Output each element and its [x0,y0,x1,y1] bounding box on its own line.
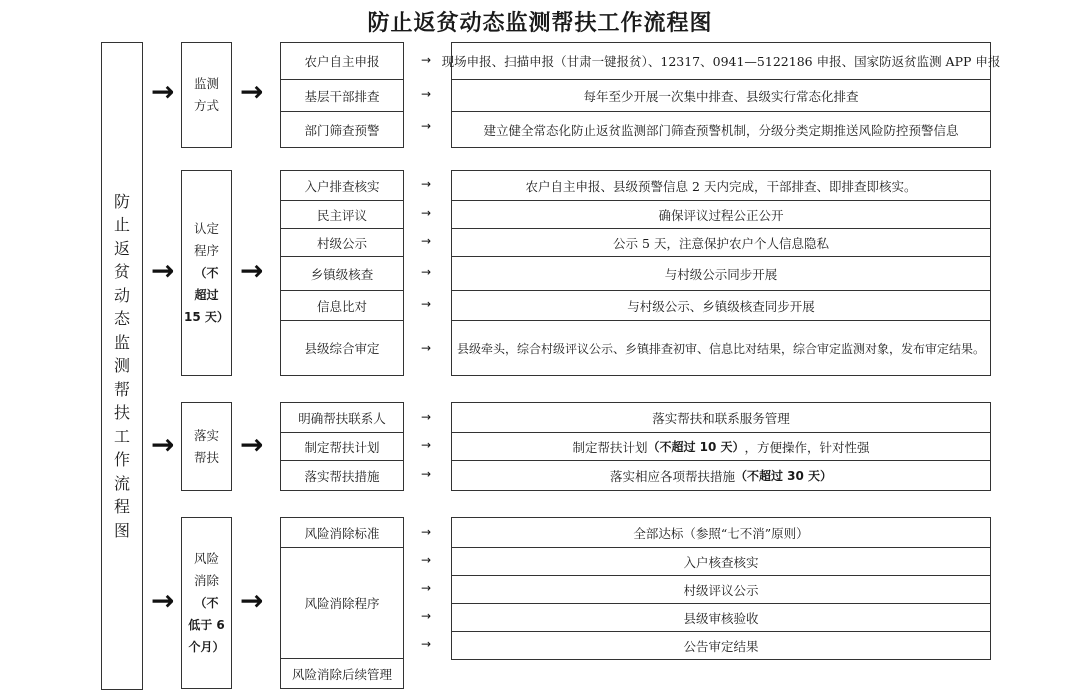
vertical-title [102,43,142,689]
step-cell: 部门筛查预警 [304,122,380,138]
step-cell: 信息比对 [281,291,403,321]
step-arrow: → [421,206,432,220]
steps-box-monitor [280,42,404,148]
step-cell: 制定帮扶计划 [281,433,403,461]
steps-box-assist [280,402,404,491]
category-line: 落实 [193,427,219,443]
step-arrow: → [421,637,432,651]
category-line: 程序 [193,243,219,258]
category-label-monitor [182,43,231,147]
step-arrow: → [421,234,432,248]
section-arrow-risk: → [151,584,175,617]
category-line: 方式 [193,98,219,113]
vertical-title-char: 防 [113,191,130,211]
detail-text: 制定帮扶计划 [572,439,648,455]
detail-cell: 全部达标（参照“七不消”原则） [452,518,990,548]
category-duration: （不 [194,266,219,280]
detail-cell: 建立健全常态化防止返贫监测部门筛查预警机制，分级分类定期推送风险防控预警信息 [483,122,959,138]
category-duration: 个月） [188,640,225,654]
step-arrow: → [421,410,432,424]
detail-cell: 公告审定结果 [683,638,759,654]
step-cell: 农户自主申报 [281,43,403,80]
category-arrow-identify: → [240,254,264,287]
step-cell: 基层干部排查 [281,80,403,112]
category-line: 消除 [193,573,219,588]
step-arrow: → [421,177,432,191]
step-arrow: → [421,553,432,567]
step-arrow: → [421,297,432,311]
vertical-title-char: 工 [113,426,130,446]
details-box-assist [451,402,991,491]
step-arrow: → [421,119,432,133]
vertical-title-char: 流 [113,473,130,493]
step-cell: 入户排查核实 [281,171,403,201]
category-duration: 15 天） [184,310,229,324]
detail-cell: 现场申报、扫描申报（甘肃一键报贫）、12317、0941—5122186 申报、国家防返贫监测 APP 申报 [452,43,990,80]
step-cell: 落实帮扶措施 [304,468,380,484]
step-arrow: → [421,609,432,623]
category-box-risk [181,517,232,689]
detail-cell: 县级审核验收 [452,604,990,632]
detail-cell [452,461,990,490]
section-arrow-assist: → [151,428,175,461]
category-arrow-risk: → [240,584,264,617]
category-duration: 低于 6 [188,618,225,632]
category-label-identify [182,171,231,375]
vertical-title-char: 态 [113,309,130,329]
category-arrow-monitor: → [240,75,264,108]
detail-cell: 与村级公示、乡镇级核查同步开展 [452,291,990,321]
vertical-title-char: 止 [113,215,130,235]
detail-cell: 入户核查核实 [452,548,990,576]
step-cell: 乡镇级核查 [281,257,403,291]
steps-box-risk [280,517,404,689]
step-cell: 村级公示 [281,229,403,257]
category-label-assist [182,403,231,490]
vertical-title-char: 动 [113,285,130,305]
vertical-title-char: 返 [113,238,130,258]
vertical-title-char: 作 [113,450,130,470]
vertical-title-char: 监 [113,332,130,352]
steps-box-identify [280,170,404,376]
category-label-risk [182,518,231,688]
step-arrow: → [421,87,432,101]
category-box-identify [181,170,232,376]
detail-cell: 与村级公示同步开展 [452,257,990,291]
section-arrow-identify: → [151,254,175,287]
vertical-title-char: 测 [113,356,130,376]
category-line: 监测 [193,76,219,91]
details-box-identify [451,170,991,376]
detail-cell [452,433,990,461]
detail-cell: 每年至少开展一次集中排查、县级实行常态化排查 [452,80,990,112]
main-title-box [101,42,143,690]
category-arrow-assist: → [240,428,264,461]
step-arrow: → [421,581,432,595]
step-cell: 风险消除后续管理 [291,666,392,682]
detail-cell: 村级评议公示 [452,576,990,604]
vertical-title-char: 程 [113,497,130,517]
step-cell: 民主评议 [281,201,403,229]
detail-cell: 农户自主申报、县级预警信息 2 天内完成，干部排查、即排查即核实。 [452,171,990,201]
category-box-assist [181,402,232,491]
detail-text: 落实相应各项帮扶措施 [609,468,735,484]
details-box-monitor [441,42,1001,148]
page-title: 防止返贫动态监测帮扶工作流程图 [367,11,713,36]
detail-duration: （不超过 10 天） [647,440,745,454]
details-box-risk [451,517,991,660]
step-arrow: → [421,525,432,539]
vertical-title-char: 图 [113,520,130,540]
category-line: 风险 [193,551,219,566]
step-arrow: → [421,341,432,355]
vertical-title-char: 贫 [113,262,130,282]
step-cell: 风险消除标准 [281,518,403,548]
detail-text: ，方便操作，针对性强 [744,439,870,455]
step-arrow: → [421,53,432,67]
category-duration: 超过 [194,288,219,302]
step-arrow: → [421,438,432,452]
category-line: 帮扶 [193,449,219,465]
detail-cell: 县级牵头，综合村级评议公示、乡镇排查初审、信息比对结果，综合审定监测对象，发布审定结果。 [456,341,985,356]
step-cell: 县级综合审定 [304,341,380,356]
step-cell: 风险消除程序 [281,548,403,659]
vertical-title-char: 帮 [113,379,130,399]
detail-cell: 确保评议过程公正公开 [452,201,990,229]
step-cell: 明确帮扶联系人 [281,403,403,433]
section-arrow-monitor: → [151,75,175,108]
category-box-monitor [181,42,232,148]
detail-duration: （不超过 30 天） [734,469,833,483]
category-line: 认定 [193,221,219,236]
detail-cell: 落实帮扶和联系服务管理 [452,403,990,433]
step-arrow: → [421,265,432,279]
step-arrow: → [421,467,432,481]
vertical-title-char: 扶 [113,403,130,423]
category-duration: （不 [194,596,219,610]
detail-cell: 公示 5 天，注意保护农户个人信息隐私 [452,229,990,257]
